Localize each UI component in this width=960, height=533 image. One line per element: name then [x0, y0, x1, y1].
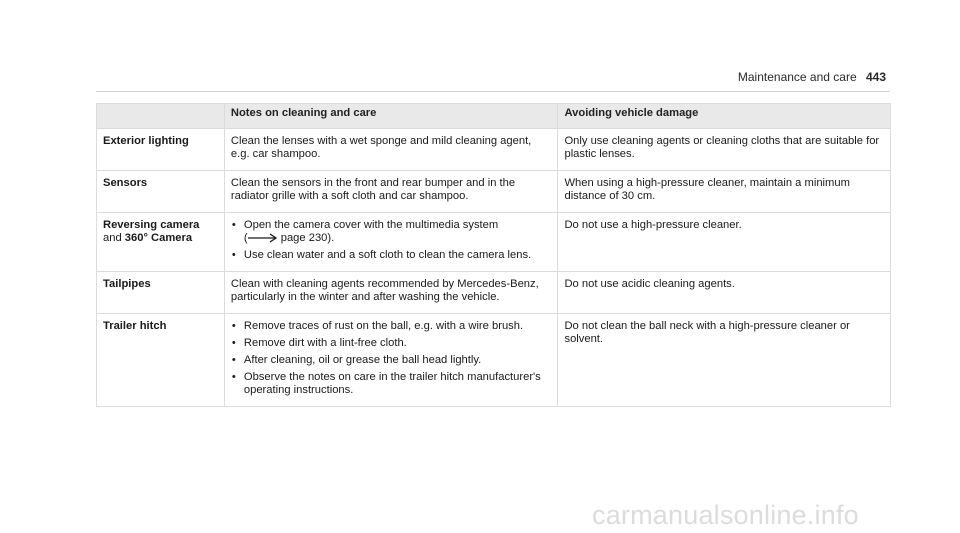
- cleaning-notes-table: [96, 103, 891, 407]
- row-label-part2: 360° Camera: [124, 232, 193, 244]
- list-item: • Use clean water and a soft cloth to clean the camera lens.: [231, 249, 552, 262]
- section-title: Maintenance and care: [737, 70, 857, 84]
- list-item: • Remove traces of rust on the ball, e.g. with a wire brush.: [231, 320, 552, 333]
- row-label: Sensors: [97, 171, 225, 213]
- table-row-reversing-camera: [97, 213, 891, 272]
- care-list: [231, 219, 552, 262]
- row-label: Trailer hitch: [97, 314, 225, 407]
- avoid-cell: When using a high-pressure cleaner, maintain a minimum distance of 30 cm.: [558, 171, 891, 213]
- avoid-cell: Do not use acidic cleaning agents.: [558, 272, 891, 314]
- arrow-right-icon: [248, 233, 278, 243]
- care-cell: [224, 314, 558, 407]
- column-header-blank: [97, 104, 225, 129]
- table-row-tailpipes: [97, 272, 891, 314]
- page-header: [738, 70, 886, 84]
- list-item: • Remove dirt with a lint-free cloth.: [231, 337, 552, 350]
- header-divider: [96, 91, 890, 92]
- page-reference-link[interactable]: page 230).: [280, 232, 335, 244]
- list-item: • After cleaning, oil or grease the ball head lightly.: [231, 354, 552, 367]
- table-row-sensors: [97, 171, 891, 213]
- row-label: Exterior lighting: [97, 129, 225, 171]
- care-list: [231, 320, 552, 397]
- avoid-cell: Do not use a high-pressure cleaner.: [558, 213, 891, 272]
- avoid-cell: Only use cleaning agents or cleaning cloths that are suitable for plastic lenses.: [558, 129, 891, 171]
- row-label-and: and: [103, 232, 122, 244]
- column-header-avoid: Avoiding vehicle damage: [558, 104, 891, 129]
- list-item: • Open the camera cover with the multimedia system ( page 230).: [231, 219, 552, 245]
- care-cell: [224, 213, 558, 272]
- table-header-row: [97, 104, 891, 129]
- page-number: 443: [865, 70, 886, 84]
- table-row-exterior-lighting: [97, 129, 891, 171]
- table-row-trailer-hitch: [97, 314, 891, 407]
- care-cell: Clean the sensors in the front and rear bumper and in the radiator grille with a soft cloth and car shampoo.: [224, 171, 558, 213]
- row-label-part1: Reversing camera: [103, 219, 200, 231]
- care-cell: Clean the lenses with a wet sponge and mild cleaning agent, e.g. car shampoo.: [224, 129, 558, 171]
- list-item: • Observe the notes on care in the trailer hitch manufacturer's operating instructions.: [231, 371, 552, 397]
- care-cell: Clean with cleaning agents recommended by Mercedes-Benz, particularly in the winter and after washing the vehicle.: [224, 272, 558, 314]
- row-label: Tailpipes: [97, 272, 225, 314]
- row-label: [97, 213, 225, 272]
- column-header-care: Notes on cleaning and care: [224, 104, 558, 129]
- avoid-cell: Do not clean the ball neck with a high-pressure cleaner or solvent.: [558, 314, 891, 407]
- watermark: carmanualsonline.info: [592, 500, 859, 530]
